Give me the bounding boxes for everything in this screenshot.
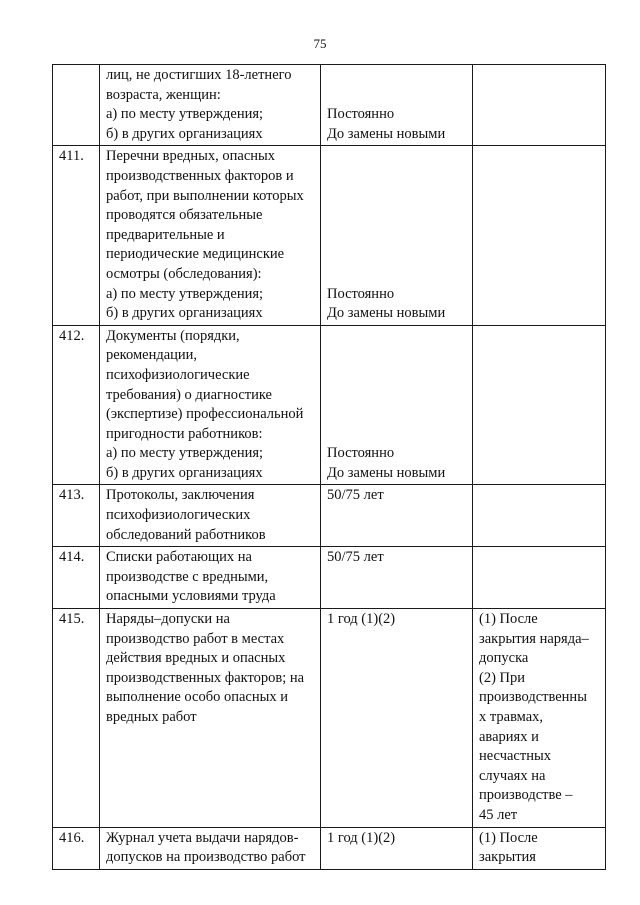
document-title-line: действия вредных и опасных	[106, 650, 286, 667]
retention-note-line: (2) При	[479, 669, 526, 686]
retention-term-line: 50/75 лет	[327, 487, 384, 504]
table-row	[53, 827, 606, 869]
document-title-line: предварительные и	[106, 226, 225, 243]
document-title-line: возраста, женщин:	[106, 86, 221, 103]
document-title-line: проводятся обязательные	[106, 207, 263, 224]
records-table	[52, 64, 606, 870]
document-title-line: б) в других организациях	[106, 464, 263, 481]
retention-term	[321, 325, 473, 485]
retention-note	[473, 609, 606, 828]
document-title	[100, 65, 321, 146]
retention-term-line: Постоянно	[327, 106, 395, 123]
retention-term-line	[327, 327, 468, 347]
retention-note	[473, 146, 606, 325]
retention-term-line	[327, 366, 468, 386]
retention-note-line: допуска	[479, 650, 529, 667]
retention-term-line	[327, 86, 468, 106]
retention-note	[473, 65, 606, 146]
document-title-line: производственных факторов и	[106, 167, 294, 184]
document-title	[100, 547, 321, 609]
retention-term-line	[327, 425, 468, 445]
retention-term-line	[327, 66, 468, 86]
retention-term	[321, 65, 473, 146]
table-row	[53, 65, 606, 146]
row-number: 413.	[53, 485, 100, 547]
retention-note-line: (1) После	[479, 829, 538, 846]
retention-note-line: закрытия	[479, 849, 536, 866]
retention-note-line: (1) После	[479, 611, 538, 628]
row-number: 416.	[53, 827, 100, 869]
retention-term	[321, 146, 473, 325]
document-title-line: Наряды–допуски на	[106, 611, 230, 628]
retention-term-line	[327, 265, 468, 285]
document-title-line: Протоколы, заключения	[106, 487, 255, 504]
table-row	[53, 547, 606, 609]
retention-term-line: 1 год (1)(2)	[327, 611, 396, 628]
retention-term-line	[327, 386, 468, 406]
document-title-line: осмотры (обследования):	[106, 265, 262, 282]
retention-term-line	[327, 147, 468, 167]
document-title-line: пригодности работников:	[106, 425, 263, 442]
retention-term	[321, 827, 473, 869]
retention-term-line: До замены новыми	[327, 305, 446, 322]
document-title-line: а) по месту утверждения;	[106, 285, 264, 302]
retention-term-line	[327, 187, 468, 207]
retention-note-line: случаях на	[479, 767, 546, 784]
page-number: 75	[313, 36, 327, 51]
retention-note-line: закрытия наряда–	[479, 630, 589, 647]
document-title-line: рекомендации,	[106, 347, 198, 364]
retention-term-line: Постоянно	[327, 445, 395, 462]
retention-note	[473, 485, 606, 547]
retention-term-line: 1 год (1)(2)	[327, 829, 396, 846]
document-title-line: Журнал учета выдачи нарядов-	[106, 829, 299, 846]
table-row	[53, 609, 606, 828]
retention-term	[321, 485, 473, 547]
table-row	[53, 325, 606, 485]
retention-note-line: авариях и	[479, 728, 539, 745]
document-title-line: психофизиологических	[106, 507, 251, 524]
document-title-line: Списки работающих на	[106, 549, 252, 566]
retention-note-line: 45 лет	[479, 806, 518, 823]
retention-term	[321, 547, 473, 609]
retention-term-line: До замены новыми	[327, 464, 446, 481]
retention-note-line: несчастных	[479, 748, 551, 765]
table-row	[53, 485, 606, 547]
document-title-line: периодические медицинские	[106, 246, 285, 263]
document-title-line: обследований работников	[106, 526, 266, 543]
retention-term-line: 50/75 лет	[327, 549, 384, 566]
retention-term-line: До замены новыми	[327, 125, 446, 142]
retention-term-line	[327, 226, 468, 246]
document-title	[100, 485, 321, 547]
retention-term-line	[327, 245, 468, 265]
document-title-line: психофизиологические	[106, 366, 250, 383]
row-number: 411.	[53, 146, 100, 325]
document-title-line: работ, при выполнении которых	[106, 187, 304, 204]
retention-term-line	[327, 167, 468, 187]
document-title-line: б) в других организациях	[106, 305, 263, 322]
document-title-line: производственных факторов; на	[106, 669, 305, 686]
row-number	[53, 65, 100, 146]
document-title-line: Перечни вредных, опасных	[106, 148, 276, 165]
document-title-line: б) в других организациях	[106, 125, 263, 142]
document-title-line: опасными условиями труда	[106, 588, 276, 605]
document-title-line: а) по месту утверждения;	[106, 106, 264, 123]
document-title-line: лиц, не достигших 18-летнего	[106, 67, 292, 83]
document-title-line: выполнение особо опасных и	[106, 689, 288, 706]
retention-note	[473, 325, 606, 485]
retention-term-line	[327, 206, 468, 226]
retention-note-line: х травмах,	[479, 709, 544, 725]
document-title	[100, 325, 321, 485]
row-number: 414.	[53, 547, 100, 609]
retention-note	[473, 547, 606, 609]
document-title	[100, 827, 321, 869]
document-title-line: производство работ в местах	[106, 630, 285, 647]
retention-term-line	[327, 405, 468, 425]
document-title	[100, 146, 321, 325]
retention-term-line	[327, 346, 468, 366]
document-title-line: производстве с вредными,	[106, 568, 269, 585]
document-title-line: (экспертизе) профессиональной	[106, 406, 304, 423]
document-title-line: Документы (порядки,	[106, 327, 240, 344]
document-title-line: а) по месту утверждения;	[106, 445, 264, 462]
retention-term	[321, 609, 473, 828]
document-title-line: допусков на производство работ	[106, 849, 306, 866]
table-row	[53, 146, 606, 325]
document-title-line: вредных работ	[106, 709, 197, 725]
retention-term-line: Постоянно	[327, 285, 395, 302]
retention-note	[473, 827, 606, 869]
row-number: 415.	[53, 609, 100, 828]
document-title	[100, 609, 321, 828]
retention-note-line: производстве –	[479, 787, 573, 804]
document-title-line: требования) о диагностике	[106, 386, 272, 403]
row-number: 412.	[53, 325, 100, 485]
retention-note-line: производственны	[479, 689, 587, 706]
